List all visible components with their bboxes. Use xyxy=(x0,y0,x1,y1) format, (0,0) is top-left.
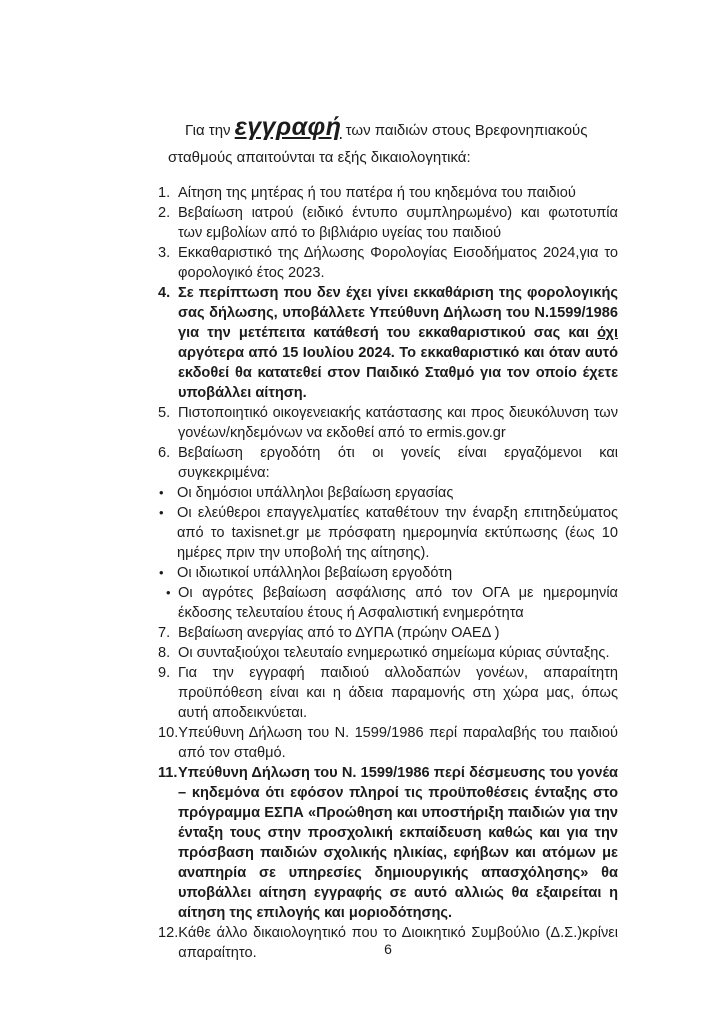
item-text xyxy=(178,283,618,403)
item-text: Για την εγγραφή παιδιού αλλοδαπών γονέων, απαραίτητη προϋπόθεση είναι και η άδεια παραμονής στη χώρα μας, όπως αυτή αποδεικνύεται. xyxy=(178,665,618,721)
item-text: Βεβαίωση ανεργίας από το ΔΥΠΑ (πρώην ΟΑΕΔ ) xyxy=(178,625,500,641)
item-text-pre: Σε περίπτωση που δεν έχει γίνει εκκαθάριση της φορολογικής σας δήλωσης, υποβάλλετε Υπεύθυνη Δήλωση του Ν.1599/1986 για την μετέπειτα κατάθεσή του εκκαθαριστικού σας και xyxy=(178,285,618,341)
item-number: 12. xyxy=(158,925,179,941)
intro-text-pre: Για την xyxy=(185,122,235,139)
bullet-item-1 xyxy=(158,483,618,503)
list-item-9 xyxy=(158,663,618,723)
page-number: 6 xyxy=(384,941,392,957)
item-number: 9. xyxy=(158,665,171,681)
list-item-6 xyxy=(158,443,618,483)
item-text-underlined: όχι xyxy=(597,325,618,341)
document-content xyxy=(158,114,618,963)
list-item-7 xyxy=(158,623,618,643)
item-number: 10. xyxy=(158,725,179,741)
item-number: 3. xyxy=(158,245,171,261)
item-text: Εκκαθαριστικό της Δήλωσης Φορολογίας Εισοδήματος 2024,για το φορολογικό έτος 2023. xyxy=(178,245,618,281)
list-item-10 xyxy=(158,723,618,763)
item-text: Βεβαίωση εργοδότη ότι οι γονείς είναι εργαζόμενοι και συγκεκριμένα: xyxy=(178,445,618,481)
item-text: Υπεύθυνη Δήλωση του Ν. 1599/1986 περί δέσμευσης του γονέα – κηδεμόνα ότι εφόσον πληροί τις προϋποθέσεις ένταξης στο πρόγραμμα ΕΣΠΑ «Προώθηση και υποστήριξη παιδιών για την ένταξη τους στην προσχολική εκπαίδευση καθώς και για την πρόσβαση παιδιών σχολικής ηλικίας, εφήβων και ατόμων με αναπηρία σε υπηρεσίες δημιουργικής απασχόλησης» θα υποβάλλει αίτηση εγγραφής σε αυτό αλλιώς θα εξαιρείται η αίτηση της επιλογής και μοριοδότησης. xyxy=(178,765,618,921)
bullet-text: Οι ελεύθεροι επαγγελματίες καταθέτουν την έναρξη επιτηδεύματος από το taxisnet.gr με πρόσφατη ημερομηνία εκτύπωσης (έως 10 ημέρες πριν την υποβολή της αίτησης). xyxy=(177,505,618,561)
list-item-11 xyxy=(158,763,618,923)
item-number: 4. xyxy=(158,285,171,301)
item-text: Αίτηση της μητέρας ή του πατέρα ή του κηδεμόνα του παιδιού xyxy=(178,185,576,201)
list-item-4 xyxy=(158,283,618,403)
list-item-1 xyxy=(158,183,618,203)
bullet-icon: • xyxy=(159,485,164,500)
item-text: Οι συνταξιούχοι τελευταίο ενημερωτικό σημείωμα κύριας σύνταξης. xyxy=(178,645,610,661)
item-number: 5. xyxy=(158,405,171,421)
bullet-item-3 xyxy=(158,563,618,583)
intro-highlight-word: εγγραφή xyxy=(234,113,342,141)
item-number: 11. xyxy=(158,765,178,781)
list-item-8 xyxy=(158,643,618,663)
bullet-text: Οι ιδιωτικοί υπάλληλοι βεβαίωση εργοδότη xyxy=(177,565,453,581)
bullet-item-2 xyxy=(158,503,618,563)
item-number: 1. xyxy=(158,185,171,201)
item-number: 6. xyxy=(158,445,171,461)
item-text: Κάθε άλλο δικαιολογητικό που το Διοικητικό Συμβούλιο (Δ.Σ.)κρίνει απαραίτητο. xyxy=(178,925,618,961)
item-text-post: αργότερα από 15 Ιουλίου 2024. Το εκκαθαριστικό και όταν αυτό εκδοθεί θα κατατεθεί στον Παιδικό Σταθμό για τον οποίο έχετε υποβάλλει αίτηση. xyxy=(178,345,618,401)
item-text: Υπεύθυνη Δήλωση του Ν. 1599/1986 περί παραλαβής του παιδιού από τον σταθμό. xyxy=(178,725,618,761)
bullet-icon: • xyxy=(159,565,164,580)
bullet-text: Οι δημόσιοι υπάλληλοι βεβαίωση εργασίας xyxy=(177,485,454,501)
item-number: 7. xyxy=(158,625,171,641)
list-item-2 xyxy=(158,203,618,243)
bullet-icon: • xyxy=(166,585,171,600)
item-text: Πιστοποιητικό οικογενειακής κατάστασης και προς διευκόλυνση των γονέων/κηδεμόνων να εκδοθεί από το ermis.gov.gr xyxy=(178,405,618,441)
item-text: Βεβαίωση ιατρού (ειδικό έντυπο συμπληρωμένο) και φωτοτυπία των εμβολίων από το βιβλιάριο υγείας του παιδιού xyxy=(178,205,618,241)
item-number: 8. xyxy=(158,645,171,661)
list-item-3 xyxy=(158,243,618,283)
bullet-item-4 xyxy=(165,583,618,623)
intro-text-post: των παιδιών στους Βρεφονηπιακούς σταθμούς απαιτούνται τα εξής δικαιολογητικά: xyxy=(168,122,588,166)
intro-paragraph xyxy=(168,114,618,171)
bullet-text: Οι αγρότες βεβαίωση ασφάλισης από τον ΟΓΑ με ημερομηνία έκδοσης τελευταίου έτους ή Ασφαλιστική ενημερότητα xyxy=(178,585,618,621)
item-number: 2. xyxy=(158,205,171,221)
list-item-5 xyxy=(158,403,618,443)
bullet-icon: • xyxy=(159,505,164,520)
